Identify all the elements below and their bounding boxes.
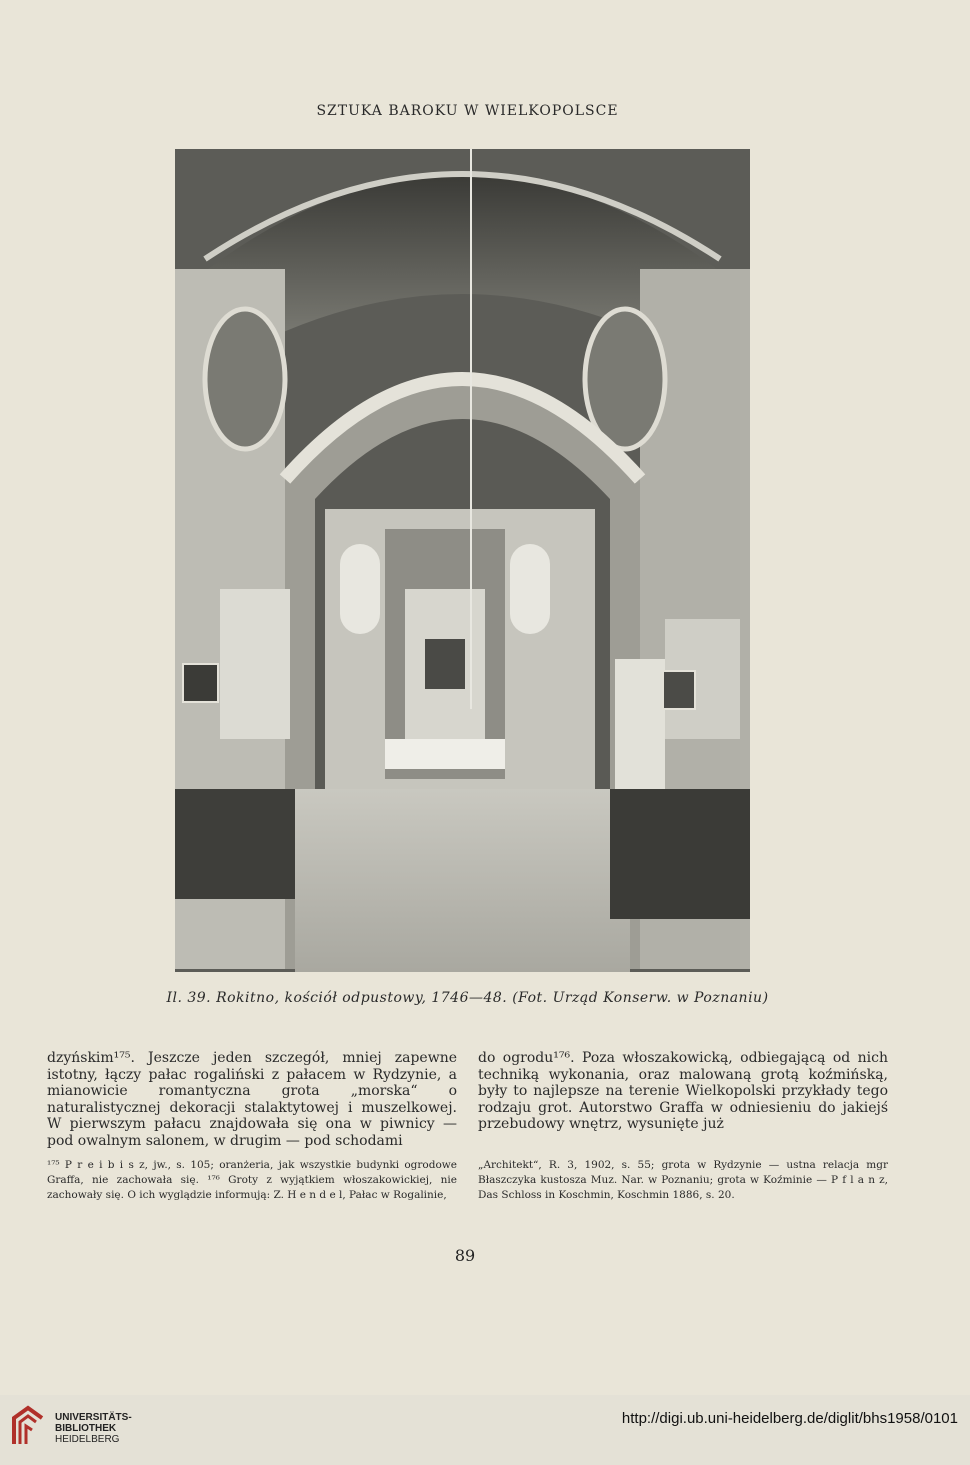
body-paragraph-right: do ogrodu¹⁷⁶. Poza włoszakowicką, odbiegającą od nich techniką wykonania, oraz malowaną grotą koźmińską, były to najlepsze na terenie Wielkopolski przykłady tego rodzaju grot. Autorstwo Graffa w odniesieniu do jakiejś przebudowy wnętrz, wysunięte już bbox=[478, 1050, 888, 1133]
footnote-text-right: „Architekt“, R. 3, 1902, s. 55; grota w Rydzynie — ustna relacja mgr Błaszczyka kustosza Muz. Nar. w Poznaniu; grota w Koźminie — P f l a n z, Das Schloss in Koschmin, Koschmin 1886, s. 20. bbox=[478, 1159, 888, 1201]
logo-line-1: UNIVERSITÄTS- bbox=[55, 1412, 132, 1423]
page-number: 89 bbox=[454, 1246, 476, 1265]
logo-line-2: BIBLIOTHEK bbox=[55, 1423, 117, 1434]
figure-caption: Il. 39. Rokitno, kościół odpustowy, 1746—48. (Fot. Urząd Konserw. w Poznaniu) bbox=[166, 990, 769, 1006]
running-head: SZTUKA BAROKU W WIELKOPOLSCE bbox=[316, 103, 619, 119]
body-column-left bbox=[47, 1050, 457, 1150]
body-column-right bbox=[478, 1050, 888, 1133]
library-logo-text bbox=[55, 1412, 132, 1445]
footnotes-left bbox=[47, 1158, 457, 1203]
footnote-text-left: ¹⁷⁵ P r e i b i s z, jw., s. 105; oranżeria, jak wszystkie budynki ogrodowe Graffa, nie zachowała się. ¹⁷⁶ Groty z wyjątkiem włoszakowickiej, nie zachowały się. O ich wyglądzie informują: Z. H e n d e l, Pałac w Rogalinie, bbox=[47, 1159, 457, 1201]
university-library-logo-icon bbox=[10, 1404, 46, 1448]
footnotes-right bbox=[478, 1158, 888, 1203]
body-paragraph-left: dzyńskim¹⁷⁵. Jeszcze jeden szczegół, mniej zapewne istotny, łączy pałac rogaliński z pałacem w Rydzynie, a mianowicie romantyczna grota „morska“ o naturalistycznej dekoracji stalaktytowej i muszelkowej. W pierwszym pałacu znajdowała się ona w piwnicy — pod owalnym salonem, w drugim — pod schodami bbox=[47, 1050, 457, 1149]
library-footer bbox=[0, 1395, 970, 1465]
church-interior-illustration bbox=[175, 149, 750, 972]
logo-line-3: HEIDELBERG bbox=[55, 1434, 120, 1445]
permalink-url[interactable]: http://digi.ub.uni-heidelberg.de/diglit/bhs1958/0101 bbox=[621, 1410, 958, 1427]
church-interior-photo bbox=[175, 149, 750, 972]
